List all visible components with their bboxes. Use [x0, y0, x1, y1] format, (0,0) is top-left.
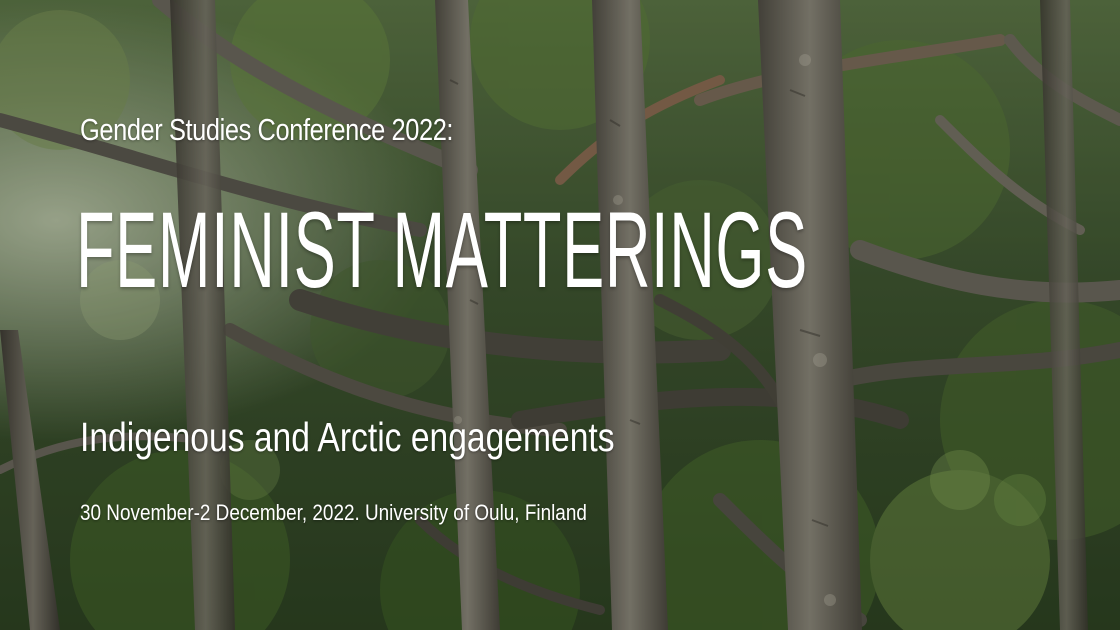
conference-title: FEMINIST MATTERINGS [76, 189, 808, 310]
conference-kicker: Gender Studies Conference 2022: [80, 112, 454, 147]
conference-date-location: 30 November-2 December, 2022. University of Oulu, Finland [80, 500, 587, 525]
conference-subtitle: Indigenous and Arctic engagements [80, 414, 615, 460]
